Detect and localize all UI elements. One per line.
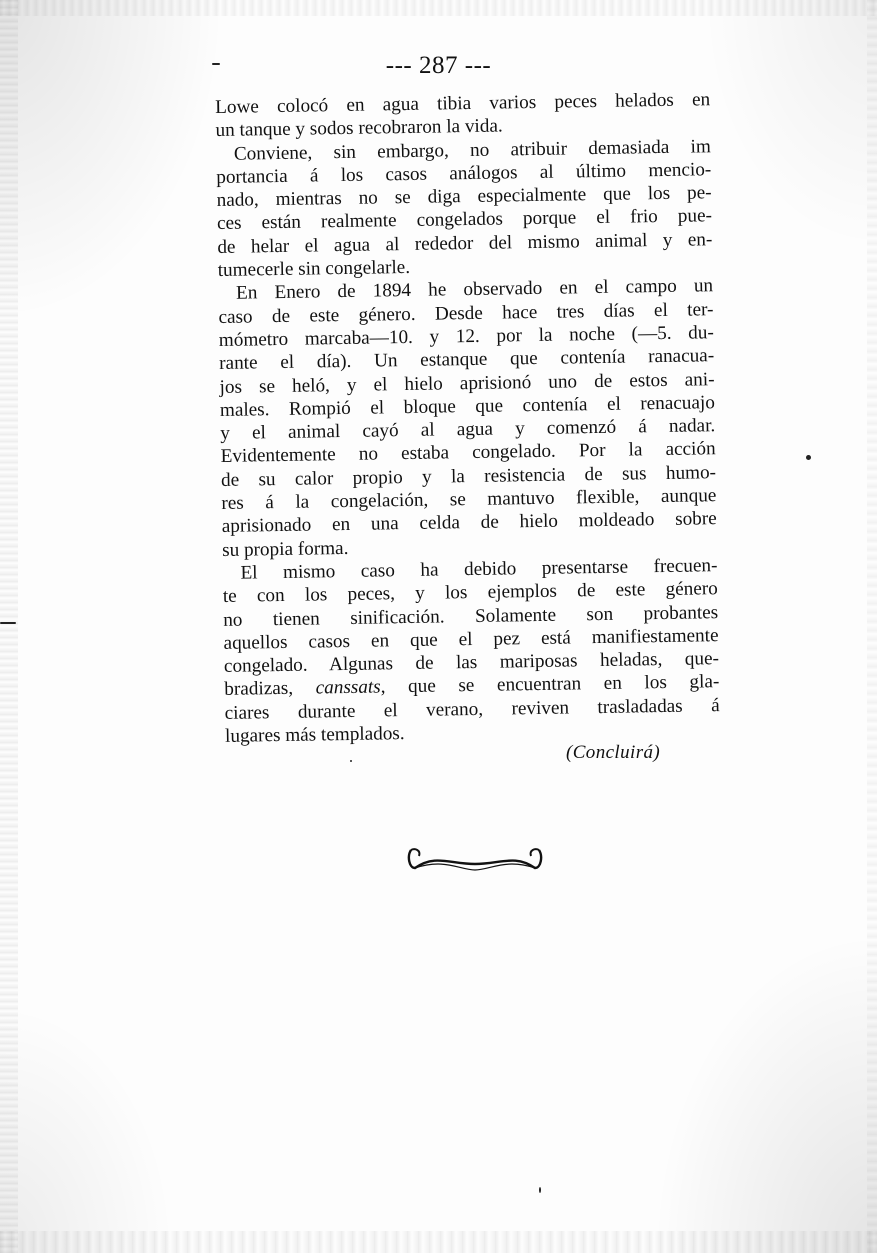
text-line: portancia á los casos análogos al último mencio- (216, 159, 712, 188)
text-line: res á la congelación, se mantuvo flexible, aunque (221, 485, 717, 514)
text-line: mómetro marcaba—10. y 12. por la noche (—5. du- (218, 322, 714, 351)
paper-speck (806, 455, 811, 460)
text-line: En Enero de 1894 he observado en el campo un (235, 275, 714, 305)
paper-speck (539, 1187, 541, 1193)
page-edge-left (0, 0, 18, 1253)
page-edge-top (0, 0, 877, 16)
paper-speck (350, 760, 352, 762)
text-line: Evidentemente no estaba congelado. Por la acción (220, 438, 716, 468)
text-line: tumecerle sin congelarle. (217, 257, 411, 282)
body-text (215, 88, 720, 748)
text-line: un tanque y sodos recobraron la vida. (215, 115, 503, 142)
text-line: te con los peces, y los ejemplos de este género (222, 578, 718, 608)
concluira-note: (Concluirá) (566, 742, 661, 763)
text-line: de su calor propio y la resistencia de sus humo- (220, 461, 717, 491)
text-line: ciares durante el verano, reviven trasladadas á (224, 694, 720, 724)
text-line: su propia forma. (221, 537, 349, 561)
page-edge-bottom (0, 1231, 877, 1253)
page-edge-right (867, 0, 877, 1253)
text-line: y el animal cayó al agua y comenzó á nadar. (220, 415, 716, 445)
paper-speck (0, 622, 16, 624)
text-line: rante el día). Un estanque que contenía ranacua- (219, 345, 715, 375)
text-line: no tienen sinificación. Solamente son probantes (223, 601, 719, 631)
text-line: nado, mientras no se diga especialmente que los pe- (216, 182, 712, 212)
paper-speck (212, 63, 220, 65)
text-line: aquellos casos en que el pez está manifiestamente (223, 624, 719, 654)
page-number: --- 287 --- (385, 52, 492, 79)
text-line: aprisionado en una celda de hielo moldeado sobre (221, 508, 717, 538)
text-line: jos se heló, y el hielo aprisionó uno de estos ani- (219, 368, 715, 398)
paragraph-4 (222, 554, 720, 748)
text-line: El mismo caso ha debido presentarse frecuen- (240, 555, 718, 584)
paragraph-3 (218, 275, 717, 562)
text-line: congelado. Algunas de las mariposas heladas, que- (223, 648, 720, 678)
text-line: Conviene, sin embargo, no atribuir demasiada im (233, 135, 712, 165)
text-line: caso de este género. Desde hace tres días el ter- (218, 298, 714, 328)
paragraph-2 (216, 135, 713, 283)
text-line: lugares más templados. (224, 723, 405, 747)
text-line: de helar el agua al rededor del mismo animal y en- (217, 228, 713, 258)
text-line: ces están realmente congelados porque el frio pue- (216, 205, 713, 235)
ornament-divider (405, 840, 545, 876)
italic-term: canssats (315, 676, 381, 699)
text-line: Lowe colocó en agua tibia varios peces helados en (215, 89, 711, 118)
text-line: males. Rompió el bloque que contenía el renacuajo (219, 392, 716, 421)
text-segment: bradizas, (224, 678, 294, 701)
paragraph-1 (215, 88, 711, 142)
text-segment: , que se encuentran en los gla- (380, 671, 720, 698)
